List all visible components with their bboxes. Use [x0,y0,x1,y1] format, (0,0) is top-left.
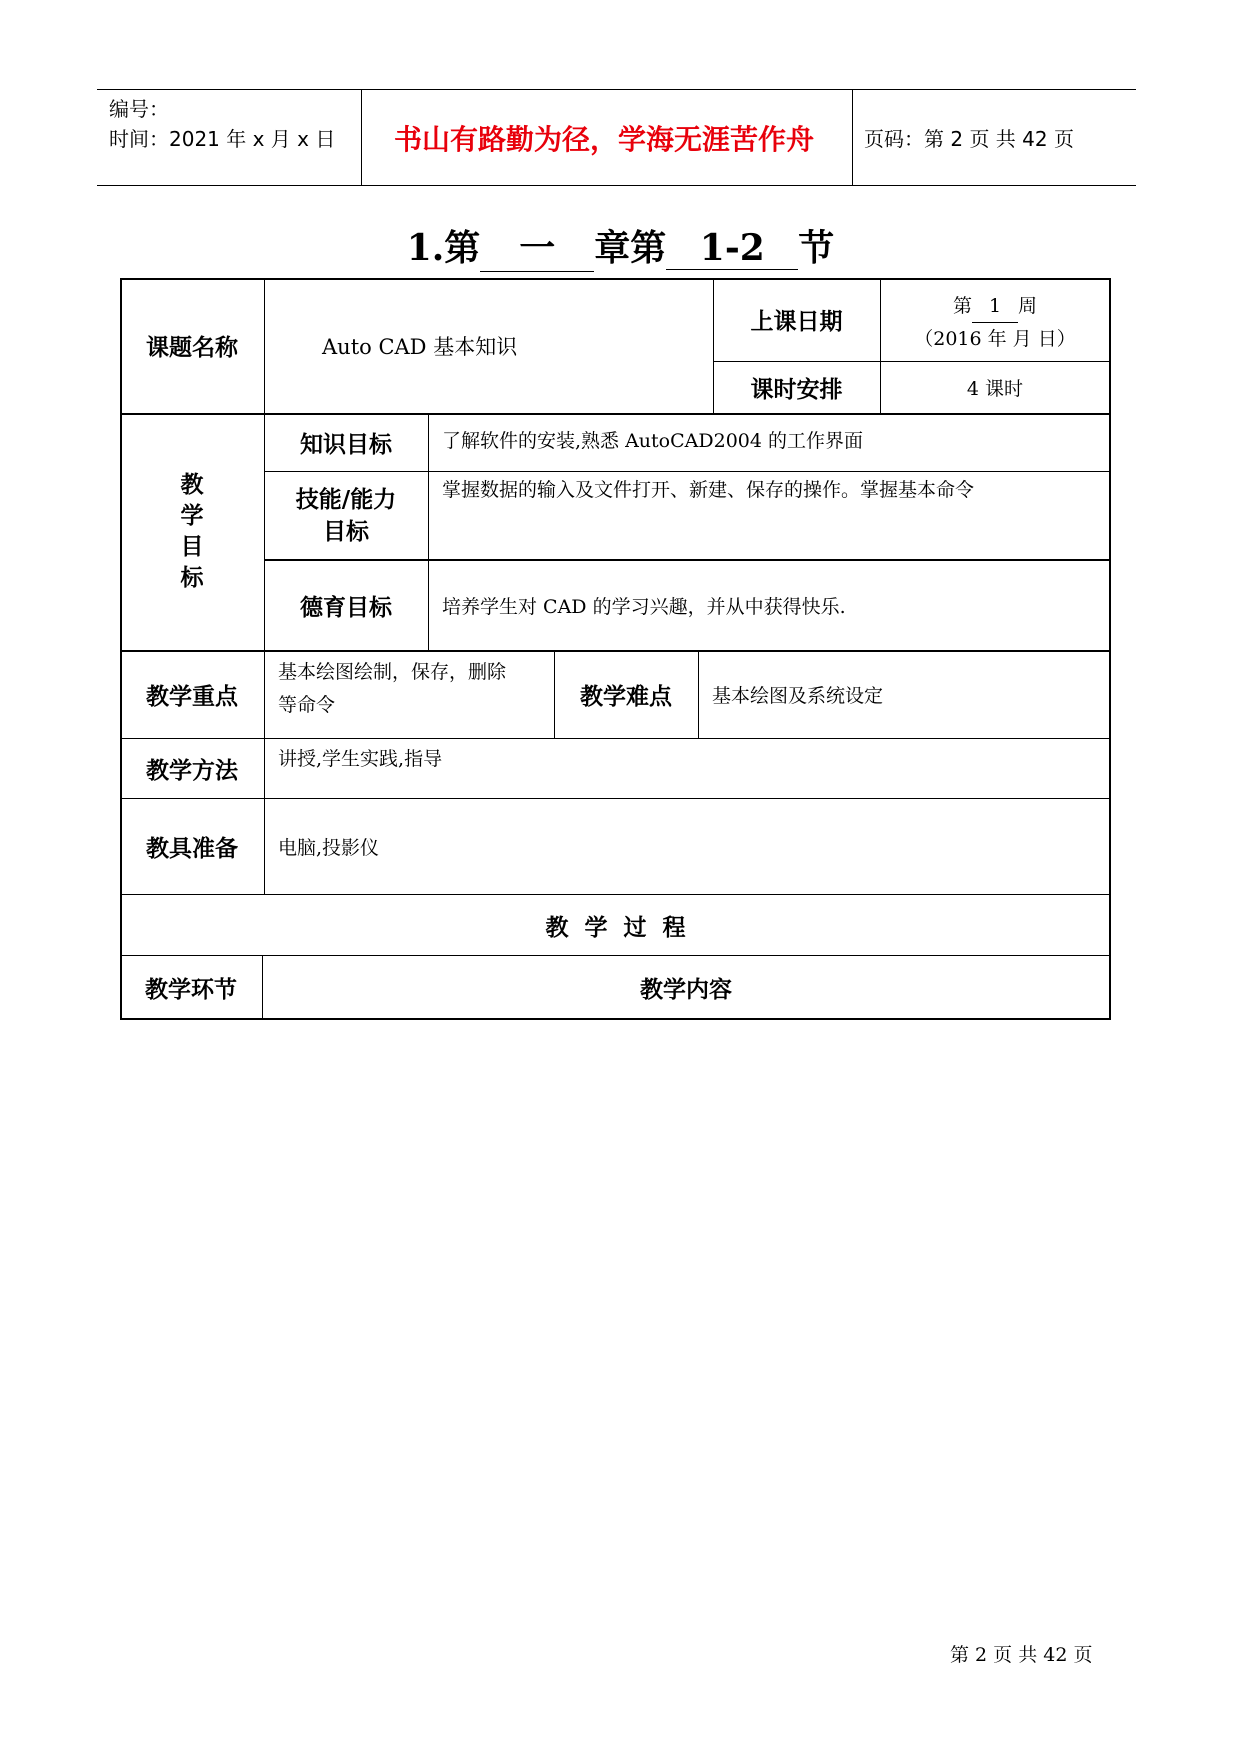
header-time-label: 时间：2021 年 x 月 x 日 [109,127,336,151]
title-middle: 章第 [594,227,667,269]
skill-label: 技能/能力 目标 [295,486,397,545]
tools-value: 电脑,投影仪 [278,837,380,859]
moral-label: 德育目标 [300,594,392,621]
process-stage-header: 教学环节 [145,976,237,1003]
header-number-label: 编号： [109,97,169,121]
page-footer: 第 2 页 共 42 页 [950,1644,1093,1666]
title-chapter-field: 一 [480,220,594,272]
process-content-header: 教学内容 [640,976,732,1003]
topic-label: 课题名称 [146,335,238,361]
title-prefix: 1.第 [406,227,481,269]
header-page-info: 页码：第 2 页 共 42 页 [864,127,1074,151]
tools-label: 教具准备 [146,836,238,862]
date-label: 上课日期 [750,309,843,335]
header-meta [109,94,335,154]
key-points-value: 基本绘图绘制，保存，删除 等命令 [278,661,507,716]
method-value: 讲授,学生实践,指导 [278,748,443,770]
title-suffix: 节 [798,227,835,269]
topic-value: Auto CAD 基本知识 [322,334,518,359]
key-points-label: 教学重点 [146,684,238,710]
lesson-plan-table [120,278,1111,1020]
week-field: 1 [972,290,1018,323]
knowledge-label: 知识目标 [300,431,392,458]
week-line: 第 1 周 [880,290,1110,323]
method-label: 教学方法 [146,758,238,784]
header-motto: 书山有路勤为径，学海无涯苦作舟 [393,122,814,156]
hours-value: 4 课时 [966,378,1024,400]
header-divider [852,90,853,185]
table-rule [120,738,1111,739]
difficult-points-value: 基本绘图及系统设定 [712,685,884,707]
knowledge-value: 了解软件的安装,熟悉 AutoCAD2004 的工作界面 [442,430,863,452]
date-field: （2016 年 月 日） [914,328,1076,350]
skill-value: 掌握数据的输入及文件打开、新建、保存的操作。掌握基本命令 [442,479,975,501]
process-heading: 教 学 过 程 [545,914,686,941]
date-value-block [880,290,1110,355]
title-section-field: 1-2 [666,227,798,270]
table-border [120,1018,1111,1020]
moral-value: 培养学生对 CAD 的学习兴趣，并从中获得快乐. [442,595,846,618]
table-rule [698,650,699,738]
page-header [97,89,1136,186]
page-title [0,220,1241,272]
difficult-points-label: 教学难点 [580,684,672,710]
objectives-group-label: 教 学 目 标 [180,471,204,591]
table-rule [428,413,429,650]
hours-label: 课时安排 [750,377,843,403]
